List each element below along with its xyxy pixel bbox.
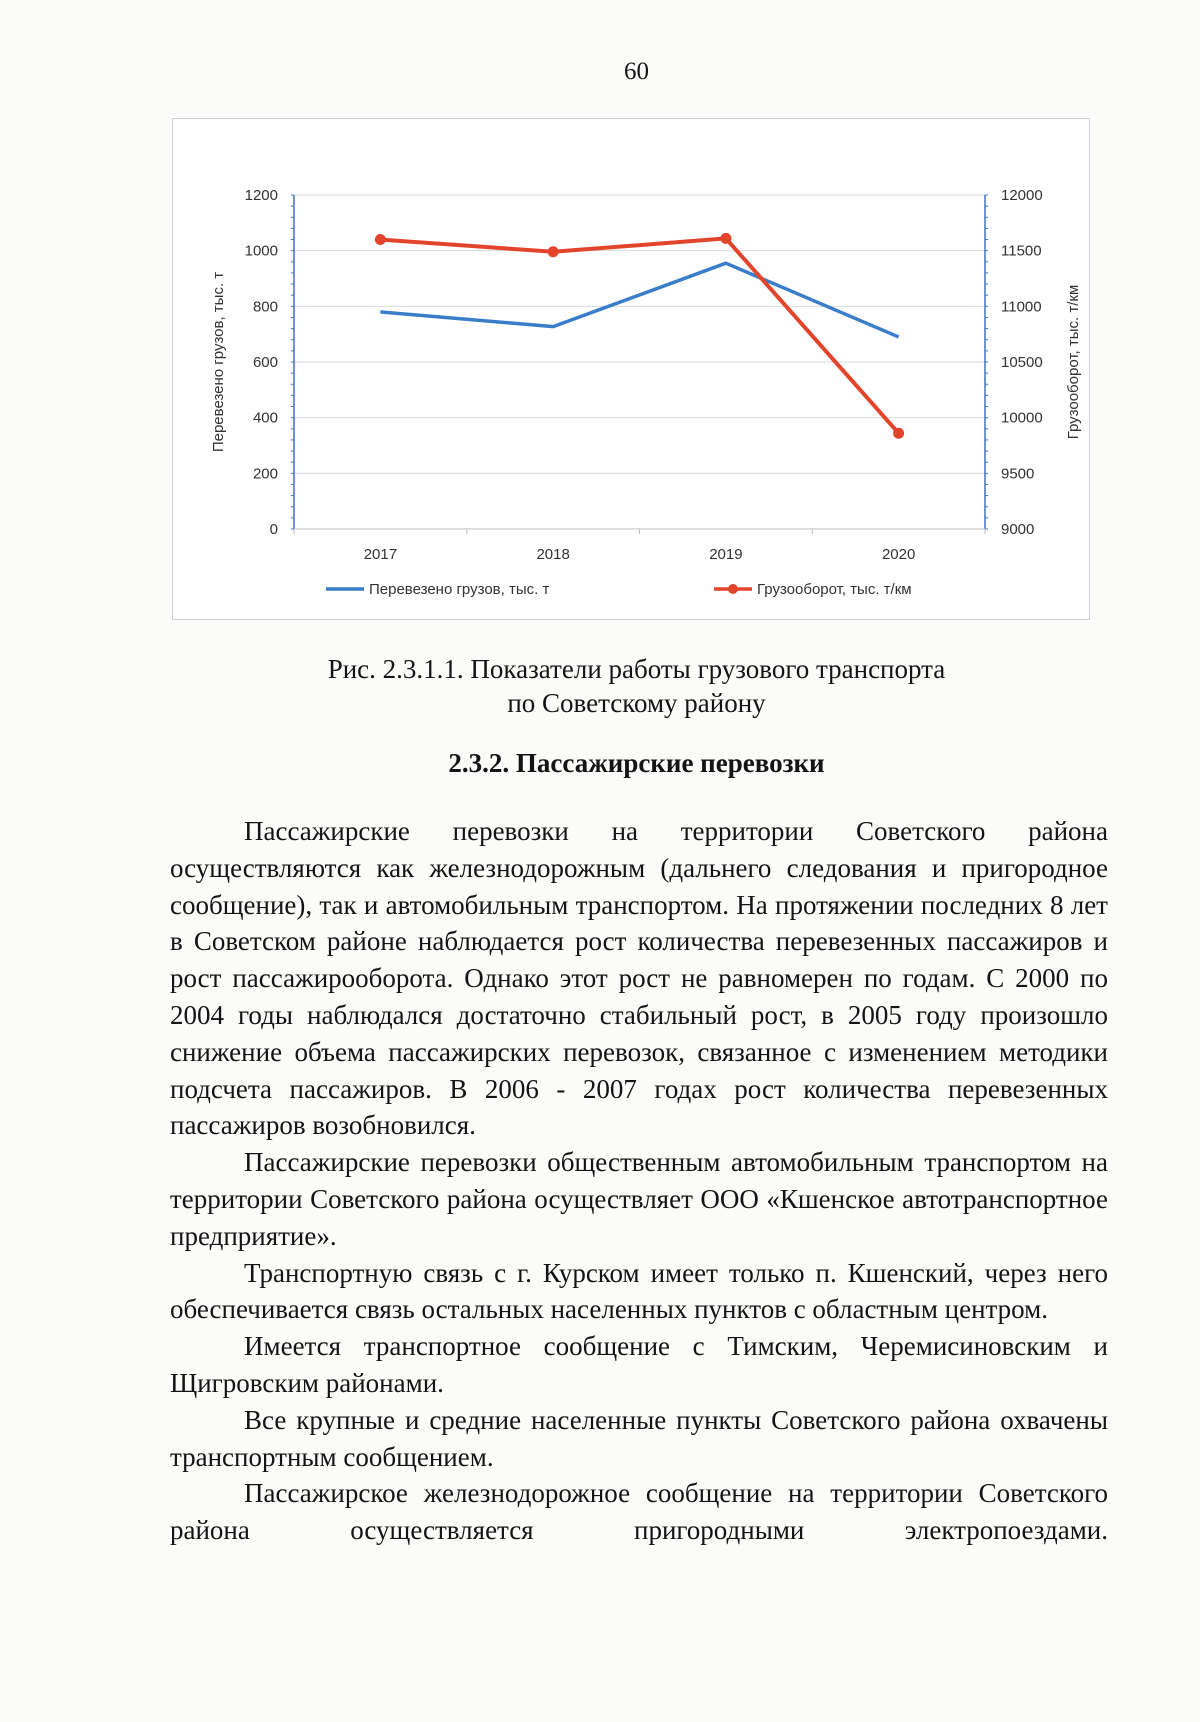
left-tick-label: 1200 (244, 187, 278, 204)
right-tick-label: 12000 (1001, 187, 1043, 204)
chart-container (172, 118, 1090, 620)
right-tick-label: 9500 (1001, 465, 1035, 483)
left-tick-label: 600 (252, 354, 278, 371)
caption-line-1: Рис. 2.3.1.1. Показатели работы грузового транспорта (327, 654, 946, 684)
x-tick-label: 2017 (363, 546, 398, 563)
right-tick-label: 10000 (1001, 409, 1043, 427)
right-tick-label: 10500 (1001, 354, 1043, 371)
series-point (548, 246, 559, 257)
right-tick-label: 11500 (1001, 242, 1042, 260)
left-tick-label: 1000 (244, 242, 278, 260)
left-tick-label: 0 (269, 521, 278, 538)
left-tick-label: 200 (252, 465, 278, 483)
legend-label: Грузооборот, тыс. т/км (757, 581, 912, 598)
paragraph: Пассажирские перевозки на территории Советского района осуществляются как железнодорожным (дальнего следования и пригородное сообщение), так и автомобильным транспортом. На протяжении последних 8 лет в Советском районе наблюдается рост количества перевезенных пассажиров и рост пассажирооборота. Однако этот рост не равномерен по годам. С 2000 по 2004 годы наблюдался достаточно стабильный рост, в 2005 году произошло снижение объема пассажирских перевозок, связанное с изменением методики подсчета пассажиров. В 2006 - 2007 годах рост количества перевезенных пассажиров возобновился. (170, 816, 1108, 1141)
series-point (375, 234, 386, 245)
x-tick-label: 2019 (709, 546, 743, 563)
page-number: 60 (624, 58, 649, 85)
body-text (170, 813, 1108, 1549)
series-point (720, 233, 731, 244)
legend-label: Перевезено грузов, тыс. т (369, 581, 550, 598)
section-heading: 2.3.2. Пассажирские перевозки (448, 748, 825, 778)
line-chart (173, 119, 1089, 619)
paragraph: Пассажирское железнодорожное сообщение на территории Советского района осуществляется пригородными электропоездами. (170, 1478, 1108, 1546)
series-point (893, 428, 904, 439)
left-tick-label: 400 (252, 409, 278, 427)
left-tick-label: 800 (252, 298, 278, 316)
left-axis-title: Перевезено грузов, тыс. т (210, 271, 227, 453)
right-tick-label: 11000 (1001, 298, 1042, 316)
paragraph: Транспортную связь с г. Курском имеет только п. Кшенский, через него обеспечивается связь остальных населенных пунктов с областным центром. (170, 1257, 1108, 1325)
paragraph: Все крупные и средние населенные пункты Советского района охвачены транспортным сообщением. (170, 1404, 1108, 1472)
x-tick-label: 2018 (536, 546, 570, 563)
right-tick-label: 9000 (1001, 521, 1035, 538)
legend-marker (728, 584, 738, 594)
x-tick-label: 2020 (881, 546, 916, 563)
right-axis-title: Грузооборот, тыс. т/км (1065, 284, 1082, 440)
paragraph: Пассажирские перевозки общественным автомобильным транспортом на территории Советского района осуществляет ООО «Кшенское автотранспортное предприятие». (170, 1147, 1108, 1251)
figure-caption (0, 652, 1200, 720)
series-line-1 (380, 263, 898, 337)
series-line-2 (380, 238, 898, 433)
paragraph: Имеется транспортное сообщение с Тимским, Черемисиновским и Щигровским районами. (170, 1331, 1108, 1398)
caption-line-2: по Советскому району (507, 688, 766, 718)
